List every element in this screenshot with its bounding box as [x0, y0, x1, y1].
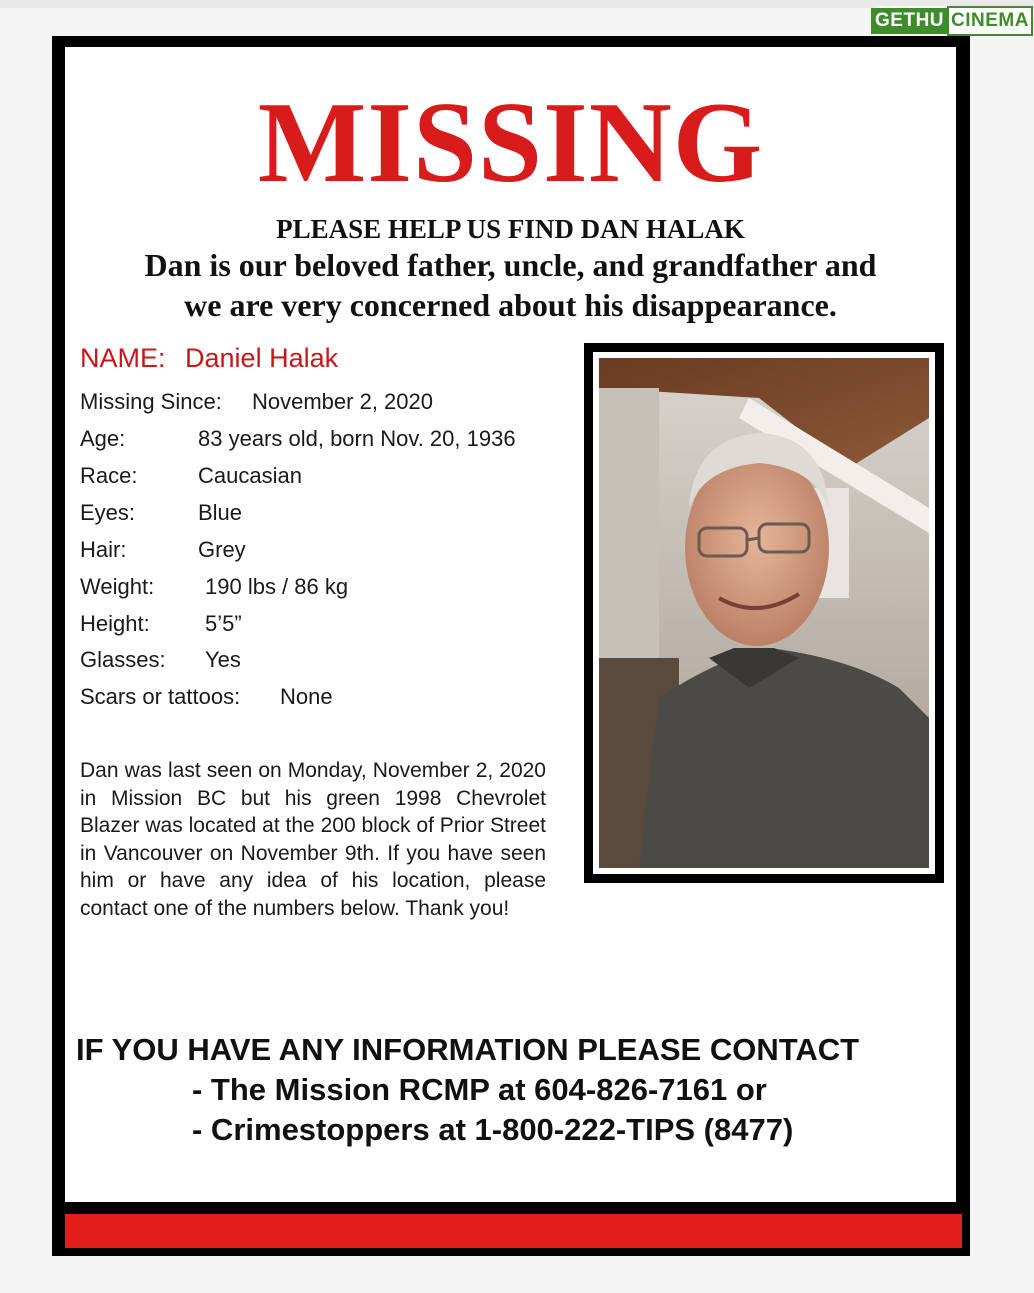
- family-message-line2: we are very concerned about his disappearance.: [184, 287, 837, 323]
- detail-label: Scars or tattoos:: [80, 684, 241, 709]
- name-value: Daniel Halak: [185, 343, 339, 373]
- poster-title: MISSING: [257, 79, 764, 206]
- detail-value: Grey: [198, 537, 246, 562]
- red-footer-bar: [65, 1214, 962, 1248]
- last-seen-description: Dan was last seen on Monday, November 2, 2020 in Mission BC but his green 1998 Chevrolet Blazer was located at the 200 block of Prior Street in Vancouver on November 9th. If you have seen him or have any idea of his location, please contact one of the numbers below. Thank you!: [80, 759, 546, 920]
- detail-value: Yes: [205, 647, 241, 672]
- contact-heading: IF YOU HAVE ANY INFORMATION PLEASE CONTACT: [76, 1032, 860, 1067]
- detail-label: Hair:: [80, 537, 127, 562]
- detail-value: 5’5”: [205, 611, 242, 636]
- portrait-illustration: [599, 358, 929, 868]
- detail-label: Height:: [80, 611, 150, 636]
- missing-poster: [52, 36, 970, 1256]
- family-message-line1: Dan is our beloved father, uncle, and grandfather and: [144, 247, 877, 283]
- contact-crimestoppers: - Crimestoppers at 1-800-222-TIPS (8477): [192, 1112, 794, 1147]
- watermark-part2: CINEMA: [947, 6, 1033, 36]
- detail-value: November 2, 2020: [252, 389, 433, 414]
- detail-value: None: [280, 684, 333, 709]
- name-label: NAME:: [80, 343, 166, 373]
- detail-label: Race:: [80, 463, 138, 488]
- detail-label: Missing Since:: [80, 389, 222, 414]
- detail-label: Glasses:: [80, 647, 166, 672]
- contact-rcmp: - The Mission RCMP at 604-826-7161 or: [192, 1072, 767, 1107]
- watermark-part1: GETHU: [871, 8, 947, 34]
- missing-person-photo: [599, 358, 929, 868]
- detail-value: 83 years old, born Nov. 20, 1936: [198, 426, 516, 451]
- poster-paper: [65, 47, 956, 1202]
- name-row: [80, 343, 338, 374]
- detail-value: 190 lbs / 86 kg: [205, 574, 349, 599]
- detail-value: Caucasian: [198, 463, 302, 488]
- photo-frame: [584, 343, 944, 883]
- channel-watermark-logo: [876, 6, 1028, 36]
- detail-label: Eyes:: [80, 500, 136, 525]
- detail-label: Age:: [80, 426, 126, 451]
- detail-value: Blue: [198, 500, 243, 525]
- help-find-heading: PLEASE HELP US FIND DAN HALAK: [276, 214, 745, 244]
- detail-label: Weight:: [80, 574, 155, 599]
